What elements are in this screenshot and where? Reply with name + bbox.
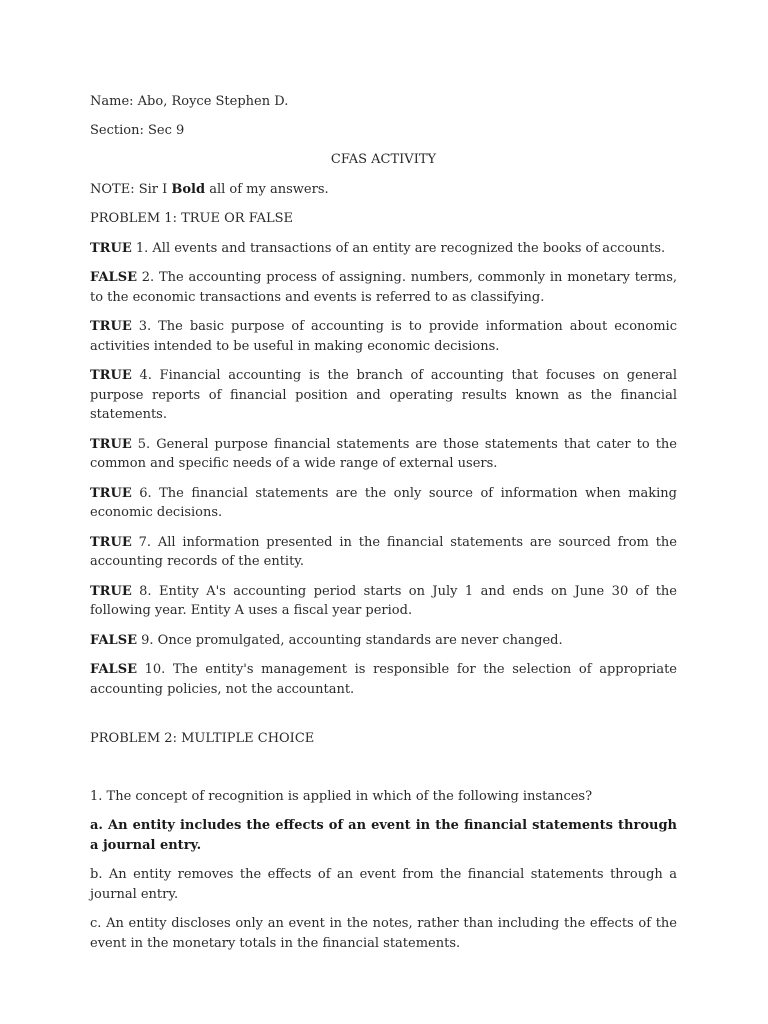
tf-statement: 3. The basic purpose of accounting is to provide information about economic activities intended to be useful in making economic decisions. <box>90 319 677 354</box>
document-title: CFAS ACTIVITY <box>330 152 437 167</box>
tf-item-6 <box>90 484 677 523</box>
tf-item-1 <box>90 239 677 259</box>
document-page <box>90 92 677 953</box>
tf-item-5 <box>90 435 677 474</box>
tf-item-9 <box>90 631 677 651</box>
tf-answer: TRUE <box>90 319 132 334</box>
problem2-heading: PROBLEM 2: MULTIPLE CHOICE <box>90 731 315 746</box>
tf-statement: 4. Financial accounting is the branch of accounting that focuses on general purpose reports of financial position and operating results known as the financial statements. <box>90 368 677 422</box>
tf-statement: 2. The accounting process of assigning. numbers, commonly in monetary terms, to the economic transactions and events is referred to as classifying. <box>90 270 677 305</box>
mc-choice-a <box>90 816 677 855</box>
tf-statement: 9. Once promulgated, accounting standards are never changed. <box>137 632 563 648</box>
tf-item-3 <box>90 317 677 356</box>
tf-answer: TRUE <box>90 534 132 550</box>
tf-answer: TRUE <box>90 583 132 599</box>
tf-statement: 1. All events and transactions of an entity are recognized the books of accounts. <box>131 240 666 256</box>
problem1-heading: PROBLEM 1: TRUE OR FALSE <box>90 211 294 226</box>
tf-answer: TRUE <box>90 436 132 452</box>
mc-choice-b: b. An entity removes the effects of an event from the financial statements through a journal entry. <box>90 867 677 902</box>
student-name: Name: Abo, Royce Stephen D. <box>90 94 289 109</box>
mc-choice-a-text: a. An entity includes the effects of an event in the financial statements through a journal entry. <box>90 818 677 853</box>
mc-question-1: 1. The concept of recognition is applied in which of the following instances? <box>90 788 593 804</box>
note-line <box>90 180 677 200</box>
student-section: Section: Sec 9 <box>90 122 185 138</box>
note-suffix: all of my answers. <box>205 181 329 197</box>
tf-statement: 7. All information presented in the financial statements are sourced from the accounting records of the entity. <box>90 534 677 569</box>
tf-statement: 5. General purpose financial statements are those statements that cater to the common and specific needs of a wide range of external users. <box>90 436 677 471</box>
tf-statement: 6. The financial statements are the only source of information when making economic decisions. <box>90 485 677 520</box>
tf-item-10 <box>90 660 677 699</box>
tf-statement: 10. The entity's management is responsible for the selection of appropriate accounting policies, not the accountant. <box>90 662 677 697</box>
tf-answer: TRUE <box>90 368 132 383</box>
tf-item-4 <box>90 366 677 425</box>
tf-item-7 <box>90 533 677 572</box>
note-bold-word: Bold <box>171 181 206 197</box>
tf-answer: FALSE <box>90 270 137 285</box>
tf-statement: 8. Entity A's accounting period starts on July 1 and ends on June 30 of the following year. Entity A uses a fiscal year period. <box>90 583 677 618</box>
tf-answer: TRUE <box>90 240 132 256</box>
tf-item-2 <box>90 268 677 307</box>
tf-item-8 <box>90 582 677 621</box>
tf-answer: FALSE <box>90 632 137 648</box>
mc-choice-c: c. An entity discloses only an event in the notes, rather than including the effects of the event in the monetary totals in the financial statements. <box>90 916 677 951</box>
problem1-list <box>90 239 677 700</box>
note-prefix: NOTE: Sir I <box>90 181 172 197</box>
tf-answer: FALSE <box>90 662 137 677</box>
tf-answer: TRUE <box>90 485 132 501</box>
